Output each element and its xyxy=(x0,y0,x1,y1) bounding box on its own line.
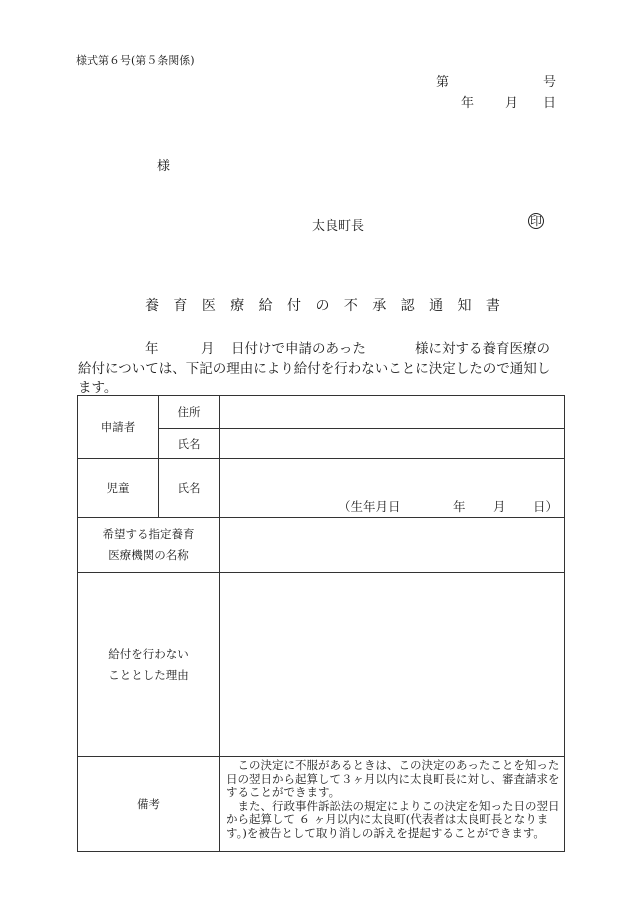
issuer-title: 太良町長 xyxy=(312,219,365,234)
address-label: 住所 xyxy=(159,396,220,429)
remarks-label: 備考 xyxy=(78,757,220,852)
reason-label-line-2: こととした理由 xyxy=(108,667,189,682)
date-month: 月 xyxy=(505,96,519,111)
title-char: 医 xyxy=(201,298,216,314)
remarks-paragraph-2: また、行政事件訴訟法の規定によりこの決定を知った日の翌日から起算して ６ ヶ月以内に太良町(代表者は太良町長となります。)を被告として取り消しの訴えを提起することができます。 xyxy=(226,798,560,840)
reason-field[interactable] xyxy=(220,573,565,757)
institution-field[interactable] xyxy=(220,518,565,573)
title-char: 認 xyxy=(400,298,415,314)
birthdate-prefix: （生年月日 xyxy=(338,499,401,514)
title-char: 知 xyxy=(457,298,472,314)
name-field[interactable] xyxy=(220,429,565,459)
applicant-label: 申請者 xyxy=(78,396,159,459)
title-char: 療 xyxy=(230,298,245,314)
body-year: 年 xyxy=(145,341,159,357)
title-char: 付 xyxy=(287,298,302,314)
body-line-2: 給付については、下記の理由により給付を行わないことに決定したので通知し xyxy=(78,361,551,377)
child-name-field[interactable] xyxy=(220,459,565,518)
form-number: 様式第６号(第５条関係) xyxy=(76,54,195,67)
body-month: 月 xyxy=(201,341,215,357)
title-char: 不 xyxy=(343,298,358,314)
remarks-text xyxy=(220,757,565,852)
birthdate-month: 月 xyxy=(493,499,506,514)
birthdate-day: 日） xyxy=(533,499,559,514)
institution-label-line-2: 医療機関の名称 xyxy=(108,548,189,562)
institution-label-line-1: 希望する指定養育 xyxy=(102,527,195,541)
document-number-suffix: 号 xyxy=(543,75,557,90)
title-char: 養 xyxy=(145,298,159,314)
document-number-prefix: 第 xyxy=(436,75,450,90)
name-label: 氏名 xyxy=(159,429,220,459)
title-char: 育 xyxy=(173,298,188,314)
remarks-paragraph-1: この決定に不服があるときは、この決定のあったことを知った日の翌日から起算して３ヶ月以内に太良町長に対し、審査請求をすることができます。 xyxy=(226,758,560,799)
date-year: 年 xyxy=(461,96,475,111)
title-char: の xyxy=(315,298,330,314)
child-label: 児童 xyxy=(78,459,159,518)
address-field[interactable] xyxy=(220,396,565,429)
birthdate-year: 年 xyxy=(453,499,466,514)
date-day: 日 xyxy=(543,96,557,111)
title-char: 給 xyxy=(258,298,273,314)
title-char: 通 xyxy=(429,298,444,314)
reason-label-line-1: 給付を行わない xyxy=(108,646,189,661)
institution-label xyxy=(78,518,220,573)
body-date-text: 日付けで申請のあった xyxy=(231,341,366,357)
title-char: 書 xyxy=(485,298,500,314)
notice-form-table xyxy=(77,395,565,852)
document-title xyxy=(145,295,500,315)
recipient-honorific: 様 xyxy=(157,159,171,174)
reason-label xyxy=(78,573,220,757)
body-sama-text: 様に対する養育医療の xyxy=(415,341,550,357)
child-name-label: 氏名 xyxy=(159,459,220,518)
seal-mark: 印 xyxy=(529,214,542,228)
body-line-3: ます。 xyxy=(78,380,118,396)
title-char: 承 xyxy=(372,298,387,314)
